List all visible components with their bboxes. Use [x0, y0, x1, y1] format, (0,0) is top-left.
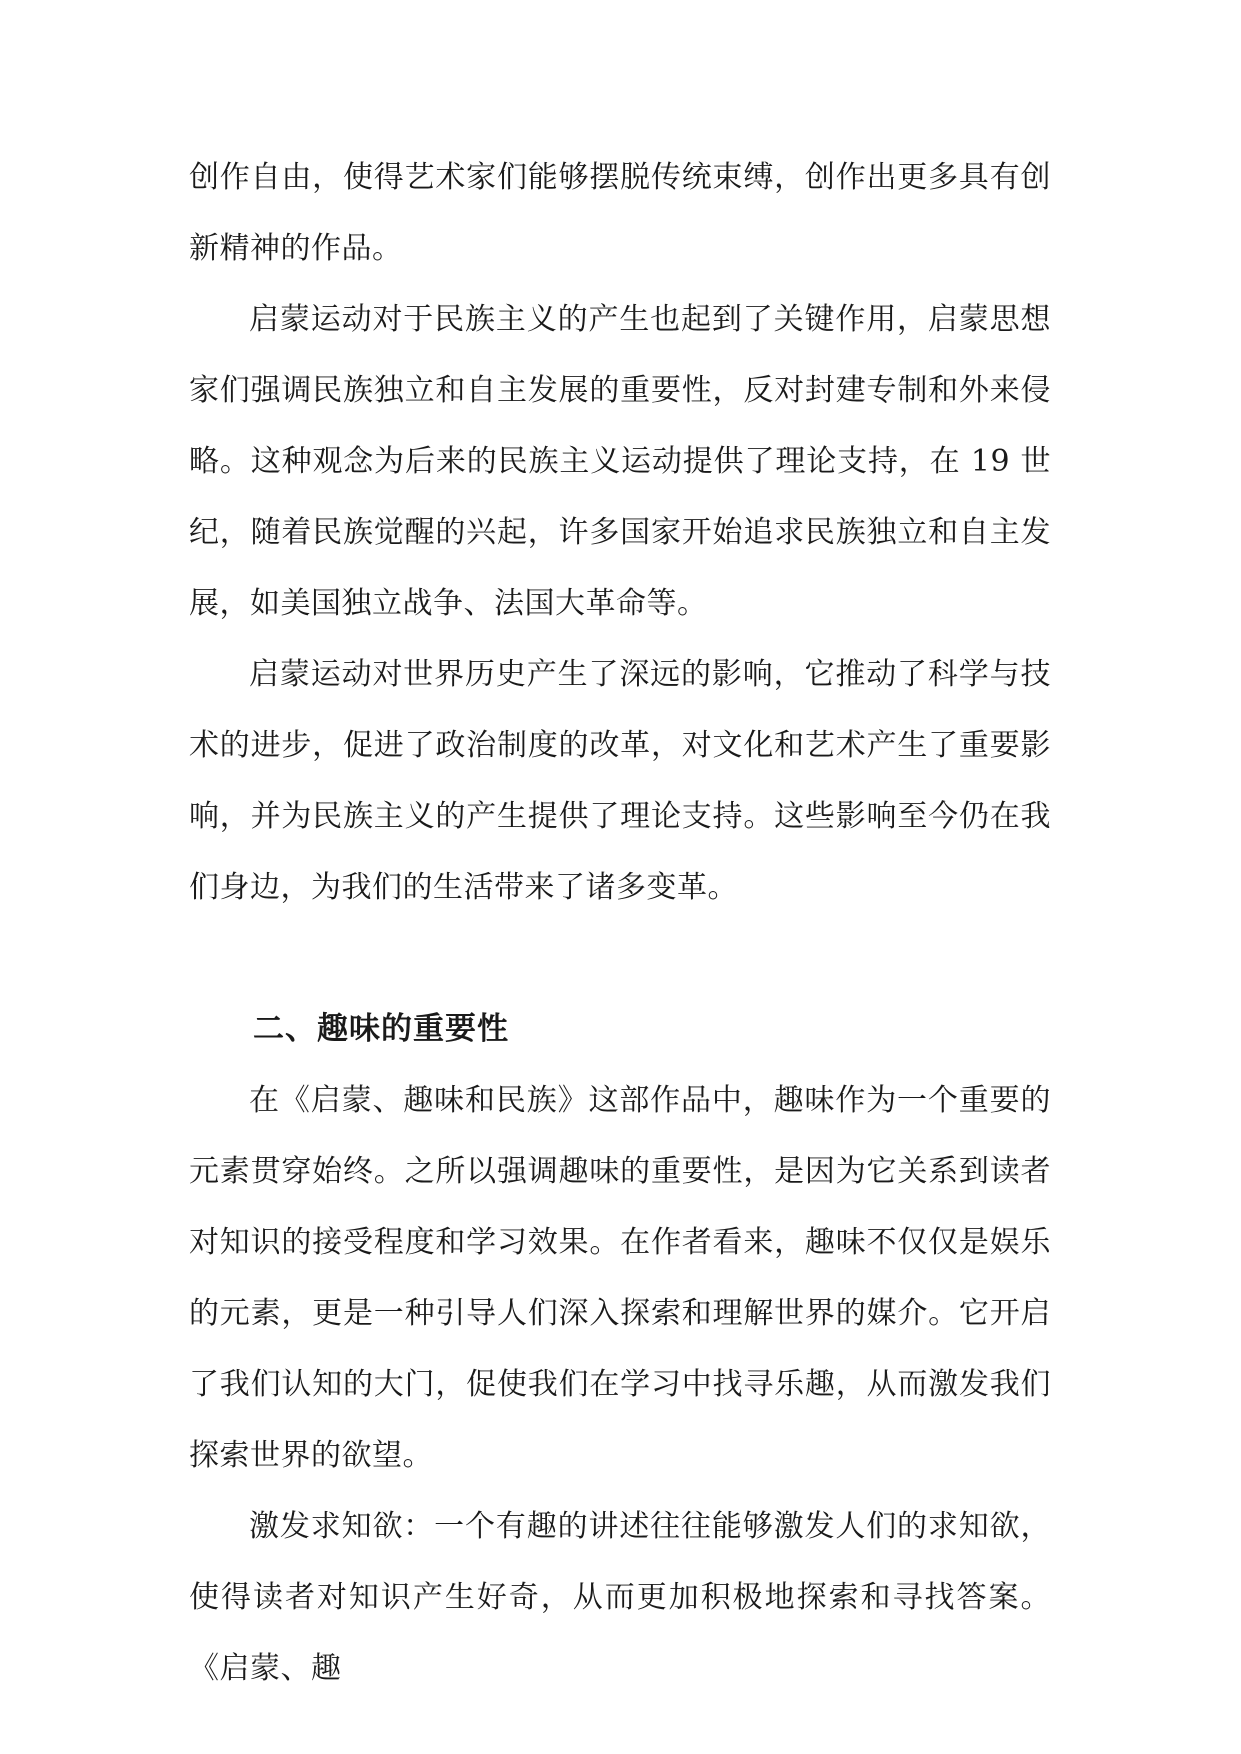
paragraph-enlightenment-impact: 启蒙运动对世界历史产生了深远的影响，它推动了科学与技术的进步，促进了政治制度的改革，对文化和艺术产生了重要影响，并为民族主义的产生提供了理论支持。这些影响至今仍在我们身边，为我们的生活带来了诸多变革。: [189, 657, 1051, 905]
paragraph-curiosity: 激发求知欲：一个有趣的讲述往往能够激发人们的求知欲，使得读者对知识产生好奇，从而更加积极地探索和寻找答案。《启蒙、趣: [189, 1509, 1051, 1686]
paragraph-continuation: 创作自由，使得艺术家们能够摆脱传统束缚，创作出更多具有创新精神的作品。: [189, 160, 1051, 266]
section-heading: 二、趣味的重要性: [253, 1011, 509, 1047]
paragraph-interest-importance: 在《启蒙、趣味和民族》这部作品中，趣味作为一个重要的元素贯穿始终。之所以强调趣味的重要性，是因为它关系到读者对知识的接受程度和学习效果。在作者看来，趣味不仅仅是娱乐的元素，更是一种引导人们深入探索和理解世界的媒介。它开启了我们认知的大门，促使我们在学习中找寻乐趣，从而激发我们探索世界的欲望。: [189, 1083, 1051, 1473]
document-body: [189, 142, 1051, 1704]
paragraph-nationalism: 启蒙运动对于民族主义的产生也起到了关键作用，启蒙思想家们强调民族独立和自主发展的重要性，反对封建专制和外来侵略。这种观念为后来的民族主义运动提供了理论支持，在 19 世纪，随着民族觉醒的兴起，许多国家开始追求民族独立和自主发展，如美国独立战争、法国大革命等。: [189, 302, 1051, 621]
